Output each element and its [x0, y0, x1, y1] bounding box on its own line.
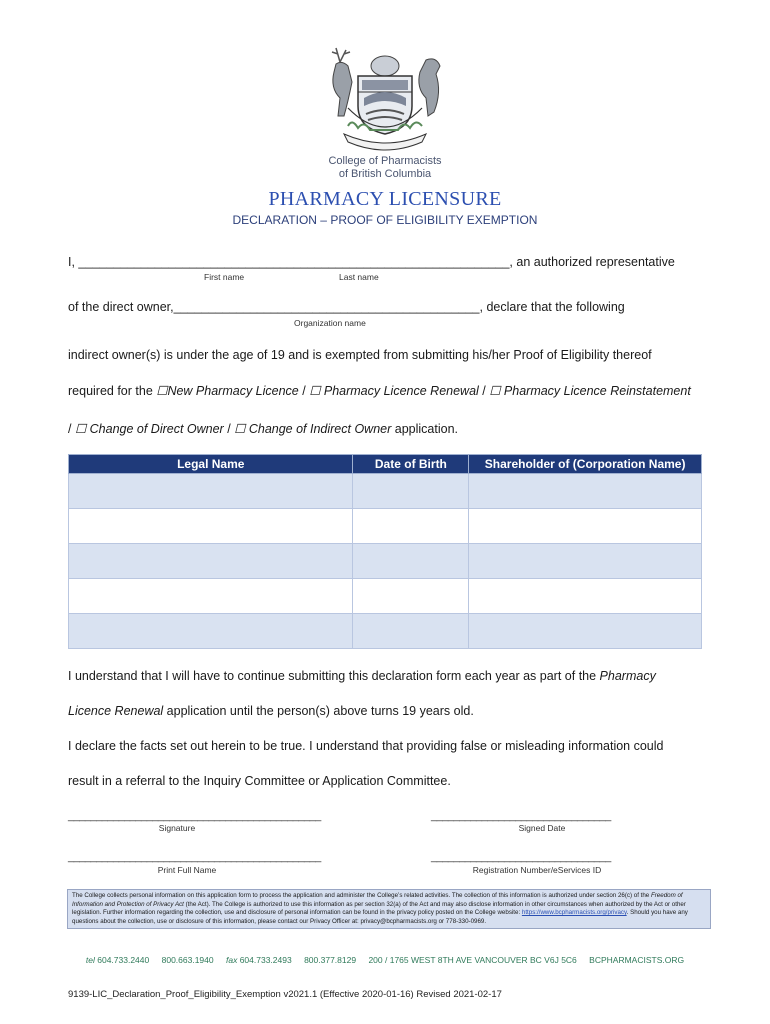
column-header-shareholder: Shareholder of (Corporation Name) [469, 455, 702, 474]
date-of-birth-cell[interactable] [353, 544, 469, 579]
privacy-text: The College collects personal information on this application form to process the application and administer the College’s related activities. The collection of this information is authorized under section 26(c) of the [72, 892, 651, 899]
address: 200 / 1765 WEST 8TH AVE VANCOUVER BC V6J 5C6 [368, 955, 577, 965]
column-header-date-of-birth: Date of Birth [353, 455, 469, 474]
shareholder-cell[interactable] [469, 544, 702, 579]
table-header-row [69, 455, 702, 474]
privacy-text: (the Act). The College is authorized to use this information as per section 32(a) of the Act and may also disclose information in other circumstances when authorized by the Act or other legislation. Further information regarding the collection, use and disclosure of personal information can be found in the privacy policy posted on the College website: [72, 900, 686, 917]
statement-text: I understand that I will have to continue submitting this declaration form each year as part of the [68, 669, 600, 683]
option-pharmacy-licence-renewal[interactable]: ☐ Pharmacy Licence Renewal [309, 384, 479, 398]
statement-line-1 [68, 669, 656, 683]
signed-date-line[interactable]: ________________________________ [431, 810, 611, 822]
shareholder-cell[interactable] [469, 509, 702, 544]
date-of-birth-cell[interactable] [353, 579, 469, 614]
declaration-line-5 [68, 421, 458, 436]
organization-name-label: Organization name [294, 318, 366, 328]
last-name-label: Last name [339, 272, 379, 282]
statement-italic: Licence Renewal [68, 704, 164, 718]
signature-label: Signature [158, 823, 196, 833]
separator: / [478, 384, 490, 398]
declaration-line-3: indirect owner(s) is under the age of 19 and is exempted from submitting his/her Proof of Eligibility thereof [68, 348, 652, 362]
date-of-birth-cell[interactable] [353, 509, 469, 544]
tel-number-2: 800.663.1940 [161, 955, 214, 965]
separator: / [68, 422, 75, 436]
page-subtitle: DECLARATION – PROOF OF ELIGIBILITY EXEMPTION [232, 213, 538, 227]
fax-label: fax [225, 955, 238, 965]
document-footer: 9139-LIC_Declaration_Proof_Eligibility_Exemption v2021.1 (Effective 2020-01-16) Revised 2021-02-17 [68, 989, 502, 1000]
fax-number-2: 800.377.8129 [304, 955, 357, 965]
college-crest-logo [318, 42, 452, 154]
table-row [69, 579, 702, 614]
legal-name-cell[interactable] [69, 509, 353, 544]
table-row [69, 544, 702, 579]
legal-name-cell[interactable] [69, 474, 353, 509]
required-for-text: required for the [68, 384, 157, 398]
option-change-of-indirect-owner[interactable]: ☐ Change of Indirect Owner [234, 422, 392, 436]
legal-name-cell[interactable] [69, 579, 353, 614]
shareholder-cell[interactable] [469, 579, 702, 614]
indirect-owner-table [68, 454, 702, 649]
first-name-label: First name [204, 272, 245, 282]
option-new-pharmacy-licence[interactable]: ☐New Pharmacy Licence [156, 384, 299, 398]
contact-bar [0, 955, 770, 965]
college-name [290, 155, 480, 181]
table-row [69, 509, 702, 544]
print-name-line[interactable]: _____________________________________________ [68, 851, 321, 863]
privacy-act-name: Freedom of Information and Protection of Privacy Act [72, 892, 683, 908]
registration-label: Registration Number/eServices ID [472, 865, 602, 875]
website[interactable]: BCPHARMACISTS.ORG [589, 955, 685, 965]
statement-text: application until the person(s) above turns 19 years old. [163, 704, 474, 718]
date-of-birth-cell[interactable] [353, 474, 469, 509]
application-text: application. [391, 422, 458, 436]
option-change-of-direct-owner[interactable]: ☐ Change of Direct Owner [74, 422, 224, 436]
privacy-notice [67, 889, 711, 929]
college-name-line2: of British Columbia [338, 168, 432, 180]
print-name-label: Print Full Name [157, 865, 217, 875]
declaration-line-1[interactable]: I, ______________________________________________________________, an authorized representative [68, 255, 675, 269]
shareholder-cell[interactable] [469, 474, 702, 509]
date-of-birth-cell[interactable] [353, 614, 469, 649]
privacy-text: . Should you have any questions about the collection, use or disclosure of this information, please contact our Privacy Officer at: privacy@bcpharmacists.org or 778-330-0969. [72, 909, 688, 925]
shareholder-cell[interactable] [469, 614, 702, 649]
table-row [69, 474, 702, 509]
statement-line-3: I declare the facts set out herein to be true. I understand that providing false or misleading information could [68, 739, 664, 753]
column-header-legal-name: Legal Name [69, 455, 353, 474]
fax-number-1: 604.733.2493 [239, 955, 292, 965]
signed-date-label: Signed Date [518, 823, 566, 833]
statement-line-2 [68, 704, 474, 718]
option-pharmacy-licence-reinstatement[interactable]: ☐ Pharmacy Licence Reinstatement [489, 384, 691, 398]
separator: / [223, 422, 235, 436]
declaration-line-4 [68, 383, 691, 398]
statement-line-4: result in a referral to the Inquiry Committee or Application Committee. [68, 774, 451, 788]
tel-number-1: 604.733.2440 [97, 955, 150, 965]
declaration-line-2[interactable]: of the direct owner,____________________________________________, declare that the following [68, 300, 625, 314]
registration-line[interactable]: ________________________________ [431, 851, 611, 863]
signature-line[interactable]: _____________________________________________ [68, 810, 321, 822]
table-row [69, 614, 702, 649]
legal-name-cell[interactable] [69, 614, 353, 649]
page-title: PHARMACY LICENSURE [268, 188, 502, 210]
statement-italic: Pharmacy [599, 669, 656, 683]
legal-name-cell[interactable] [69, 544, 353, 579]
college-name-line1: College of Pharmacists [328, 155, 442, 167]
privacy-policy-link[interactable]: https://www.bcpharmacists.org/privacy [521, 909, 627, 917]
separator: / [298, 384, 310, 398]
tel-label: tel [85, 955, 95, 965]
